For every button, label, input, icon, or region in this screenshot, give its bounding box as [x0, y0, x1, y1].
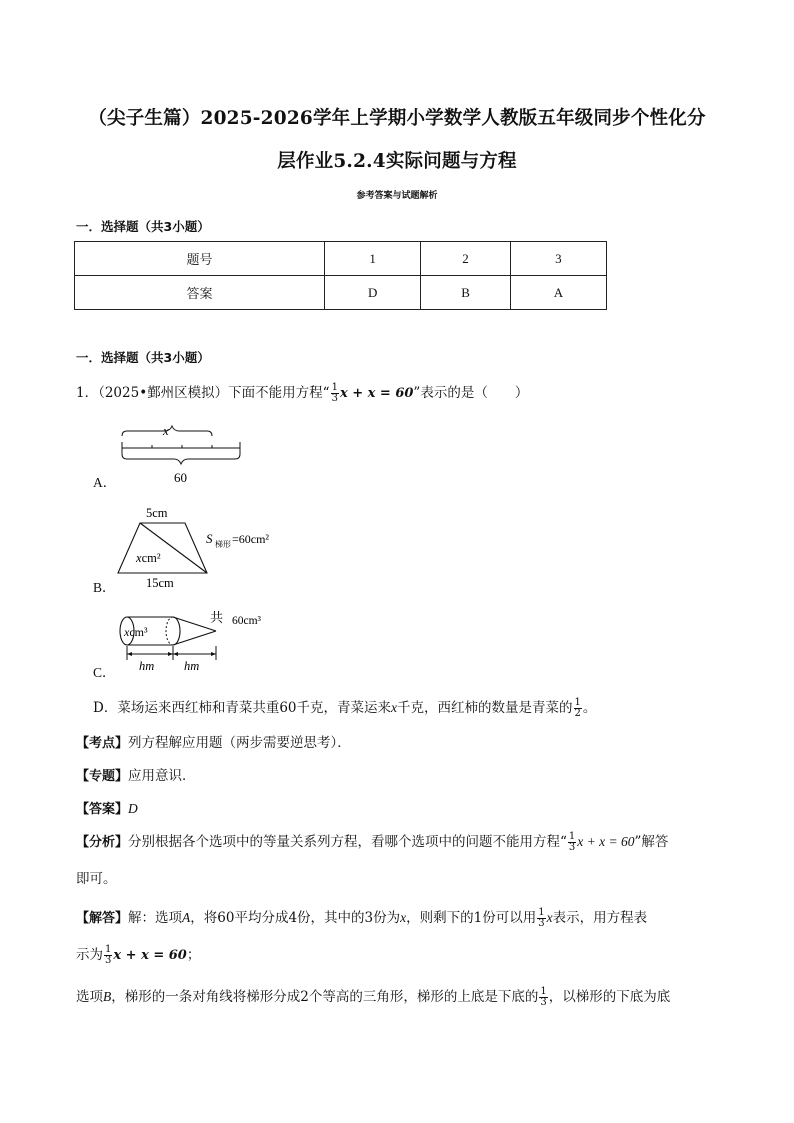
question-1-suffix: ”表示的是（ ） [413, 385, 529, 401]
fraction-denominator: 3 [538, 918, 545, 929]
table-row [75, 276, 607, 310]
fenxi-equation: x + x = 60 [577, 834, 635, 849]
option-a-x-label: x [163, 423, 169, 438]
fenxi-fraction [568, 832, 576, 853]
option-d-var: x [391, 700, 398, 715]
fraction-numerator: 1 [331, 382, 338, 393]
jieda-text: ，以梯形的下底为底 [548, 989, 671, 1005]
option-d-text2: 千克，西红柿的数量是青菜的 [397, 700, 573, 716]
option-c-cylinder-label [123, 625, 148, 639]
fenxi-line [76, 832, 668, 853]
option-b-label: B． [93, 580, 116, 595]
fraction-denominator: 3 [568, 842, 576, 853]
equation-rest: x + x = 60 [339, 386, 414, 401]
option-b-area-var: x [136, 551, 142, 565]
document-title-line1: （尖子生篇）2025-2026学年上学期小学数学人教版五年级同步个性化分 [88, 108, 706, 129]
option-b-top-label: 5cm [146, 506, 168, 520]
jieda-var: B [103, 989, 112, 1004]
jieda-var: x [400, 910, 407, 925]
fenxi-tag: 【分析】 [76, 835, 129, 850]
fraction-denominator: 3 [105, 955, 112, 966]
jieda-text: 示为 [76, 947, 103, 963]
option-b-s-value: =60cm² [232, 532, 270, 546]
option-d-text: D．菜场运来西红柿和青菜共重60千克，青菜运来 [93, 700, 392, 716]
option-b-s-subscript: 梯形 [215, 540, 231, 549]
document-title-line2: 层作业5.2.4实际问题与方程 [277, 151, 517, 172]
fenxi-text-2: ”解答 [634, 834, 669, 850]
daan-tag: 【答案】 [76, 802, 129, 817]
table-row [75, 242, 607, 276]
table-cell: A [510, 276, 606, 310]
option-b-trapezoid-diagram [110, 503, 300, 593]
fraction-denominator: 3 [540, 997, 547, 1008]
section-heading-answers: 一．选择题（共3小题） [76, 219, 210, 234]
jieda-line-3 [76, 987, 670, 1008]
zhuanti-text: 应用意识． [128, 768, 196, 784]
kaodian-text: 列方程解应用题（两步需要逆思考）． [128, 735, 351, 751]
fraction-numerator: 1 [574, 697, 581, 708]
option-b-area-label [135, 551, 161, 565]
option-d [93, 698, 596, 719]
option-c-cyl-unit: cm³ [129, 625, 148, 639]
jieda-text: ； [186, 947, 201, 963]
daan-line [76, 799, 138, 820]
answer-table [74, 241, 607, 310]
option-c-h1-label: hm [139, 659, 155, 673]
option-c-total-prefix: 共 [210, 610, 224, 625]
jieda-fraction [537, 908, 545, 929]
option-c-cyl-var: x [124, 625, 130, 639]
option-a-total-label: 60 [174, 470, 187, 485]
fenxi-text-1: 分别根据各个选项中的等量关系列方程，看哪个选项中的问题不能用方程“ [128, 834, 567, 850]
fraction-denominator: 3 [331, 393, 338, 404]
daan-text: D [128, 801, 138, 816]
jieda-tag: 【解答】 [76, 911, 129, 926]
section-heading-questions: 一．选择题（共3小题） [76, 350, 210, 365]
question-1-prefix: 1．（2025•鄞州区模拟）下面不能用方程“ [76, 385, 330, 401]
option-a-label: A． [93, 475, 117, 490]
question-1-stem [76, 383, 528, 404]
table-cell: 2 [421, 242, 511, 276]
jieda-line-2 [76, 945, 200, 966]
jieda-var: x [546, 910, 553, 925]
jieda-text: ，则剩下的1份可以用 [406, 910, 537, 926]
option-b-area-unit: cm² [141, 551, 161, 565]
option-c-h2-label: hm [184, 659, 200, 673]
jieda-text: 表示，用方程表 [552, 910, 648, 926]
kaodian-tag: 【考点】 [76, 736, 129, 751]
kaodian-line [76, 733, 351, 754]
option-c-cylinder-cone-diagram [110, 606, 290, 676]
fraction-numerator: 1 [538, 907, 545, 918]
document-subtitle: 参考答案与试题解析 [356, 191, 438, 201]
table-cell: 3 [510, 242, 606, 276]
zhuanti-tag: 【专题】 [76, 769, 129, 784]
option-b-bottom-label: 15cm [146, 576, 174, 590]
option-c-total-value: 60cm³ [232, 615, 261, 627]
jieda-fraction [104, 945, 112, 966]
jieda-line-1 [76, 908, 647, 929]
table-cell: 题号 [75, 242, 325, 276]
fraction-numerator: 1 [568, 831, 576, 842]
table-cell: 1 [325, 242, 421, 276]
jieda-text: ，梯形的一条对角线将梯形分成2个等高的三角形，梯形的上底是下底的 [111, 989, 539, 1005]
zhuanti-line [76, 766, 196, 787]
fenxi-line-2: 即可。 [76, 871, 117, 887]
equation-fraction [331, 383, 339, 404]
option-b-s-label: S [206, 531, 213, 546]
table-cell: B [421, 276, 511, 310]
option-d-fraction [574, 698, 582, 719]
jieda-equation: x + x = 60 [113, 948, 187, 963]
table-cell: D [325, 276, 421, 310]
fraction-denominator: 2 [574, 708, 581, 719]
option-d-end: 。 [582, 700, 597, 716]
option-c-label: C． [93, 665, 116, 680]
table-cell: 答案 [75, 276, 325, 310]
fraction-numerator: 1 [540, 986, 547, 997]
jieda-fraction [539, 987, 547, 1008]
option-a-segment-diagram [110, 418, 250, 488]
jieda-var: A [182, 910, 191, 925]
jieda-text: 选项 [76, 989, 103, 1005]
fraction-numerator: 1 [105, 944, 112, 955]
jieda-text: 解：选项 [128, 910, 183, 926]
jieda-text: ，将60平均分成4份，其中的3份为 [190, 910, 401, 926]
